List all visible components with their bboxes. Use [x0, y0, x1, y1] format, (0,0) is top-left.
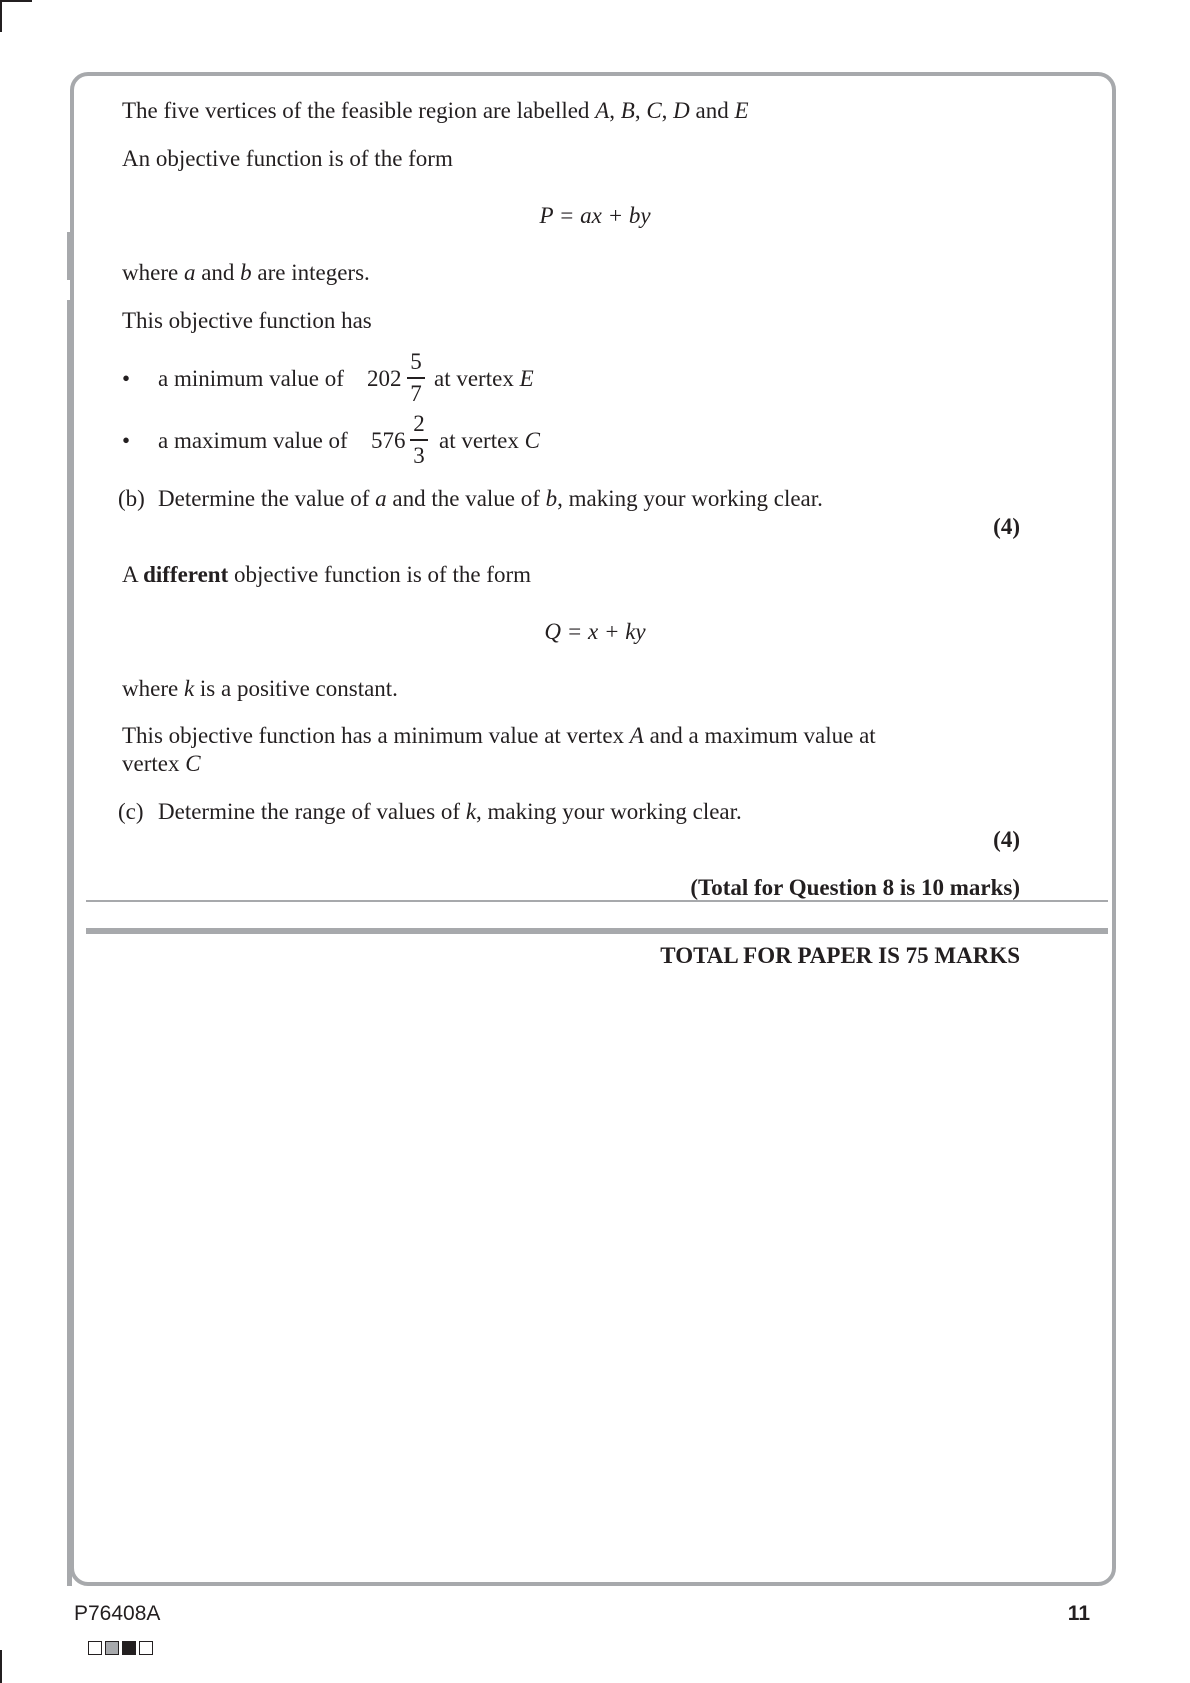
bullet-max-marker: •: [122, 428, 131, 453]
bullet-max-text: a maximum value of: [158, 428, 348, 453]
part-b-question: Determine the value of a and the value of b, making your working clear.: [158, 486, 823, 511]
barcode-boxes: [88, 1641, 153, 1657]
barcode-box-1: [88, 1641, 102, 1655]
part-c-label: (c): [118, 799, 144, 824]
barcode-box-2: [105, 1641, 119, 1655]
crop-mark-left-bottom: [0, 1650, 2, 1683]
objective2-where: where k is a positive constant.: [122, 676, 398, 701]
min-fraction-bar: [407, 377, 425, 379]
barcode-box-3: [122, 1641, 136, 1655]
barcode-box-4: [139, 1641, 153, 1655]
min-fraction-denominator: 7: [410, 381, 422, 406]
part-c-question: Determine the range of values of k, making your working clear.: [158, 799, 742, 824]
question-divider: [86, 900, 1108, 902]
crop-mark-left-top: [0, 0, 2, 32]
vertices-line: The five vertices of the feasible region are labelled A, B, C, D and E: [122, 98, 749, 123]
objective1-intro: An objective function is of the form: [122, 146, 453, 171]
objective1-formula: P = ax + by: [539, 203, 651, 228]
max-fraction-bar: [410, 439, 428, 441]
objective1-has: This objective function has: [122, 308, 372, 333]
objective2-intro: A different objective function is of the form: [122, 562, 532, 587]
max-whole: 576: [371, 428, 406, 453]
page-number: 11: [1067, 1602, 1090, 1625]
max-fraction-denominator: 3: [413, 443, 425, 468]
paper-divider: [86, 928, 1108, 934]
part-b-label: (b): [118, 486, 145, 511]
bullet-min-text: a minimum value of: [158, 366, 344, 391]
question-total: (Total for Question 8 is 10 marks): [690, 875, 1020, 900]
objective2-formula: Q = x + ky: [544, 619, 646, 644]
paper-total: TOTAL FOR PAPER IS 75 MARKS: [660, 943, 1020, 968]
min-vertex: at vertex E: [434, 366, 534, 391]
max-fraction-numerator: 2: [413, 411, 425, 436]
part-c-marks: (4): [993, 827, 1020, 852]
part-b-marks: (4): [993, 514, 1020, 539]
objective2-line2: vertex C: [122, 751, 201, 776]
bullet-min-marker: •: [122, 366, 131, 391]
margin-bar-lower: [67, 300, 72, 1586]
crop-mark-top: [0, 0, 32, 2]
min-whole: 202: [367, 366, 402, 391]
objective1-where: where a and b are integers.: [122, 260, 370, 285]
objective2-line1: This objective function has a minimum value at vertex A and a maximum value at: [122, 723, 876, 748]
margin-bar-upper: [67, 232, 72, 280]
min-fraction-numerator: 5: [410, 349, 422, 374]
max-vertex: at vertex C: [439, 428, 540, 453]
paper-code: P76408A: [74, 1602, 161, 1625]
